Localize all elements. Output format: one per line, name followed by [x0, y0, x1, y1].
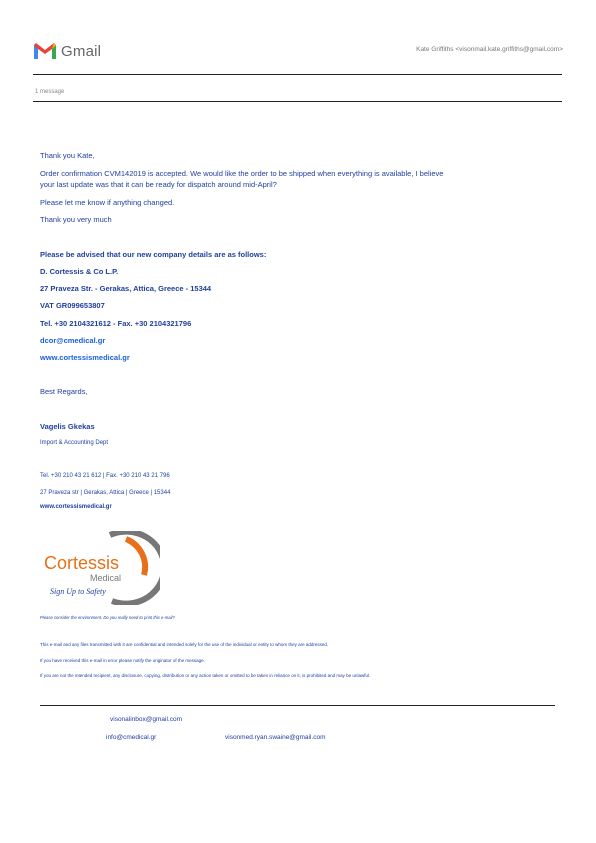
- signature-address: 27 Praveza str | Gerakas, Attica | Greece | 15344: [40, 490, 171, 496]
- signature-website-link[interactable]: www.cortessismedical.gr: [40, 504, 112, 510]
- company-vat: VAT GR099653807: [40, 301, 105, 310]
- company-email-link[interactable]: dcor@cmedical.gr: [40, 336, 106, 345]
- order-paragraph-line1: Order confirmation CVM142019 is accepted. We would like the order to be shipped when everything is available, I believe: [40, 169, 444, 178]
- order-paragraph-line2: your last update was that it can be ready for dispatch around mid-April?: [40, 180, 277, 189]
- cortessis-logo: [40, 531, 160, 605]
- greeting: Thank you Kate,: [40, 151, 95, 160]
- gmail-logo: [33, 40, 105, 62]
- company-notice: Please be advised that our new company details are as follows:: [40, 250, 267, 259]
- header-divider: [33, 74, 562, 75]
- change-request: Please let me know if anything changed.: [40, 198, 175, 207]
- signature-name: Vagelis Gkekas: [40, 422, 95, 431]
- footer-email-3[interactable]: visonmed.ryan.swaine@gmail.com: [225, 734, 326, 741]
- logo-brand: Cortessis: [44, 553, 120, 573]
- message-count: 1 message: [35, 89, 65, 95]
- disclaimer-2: If you have received this e-mail in error please notify the originator of the message.: [40, 658, 205, 663]
- company-website-link[interactable]: www.cortessismedical.gr: [40, 353, 130, 362]
- gmail-m-icon: [33, 42, 57, 60]
- footer-email-2[interactable]: info@cmedical.gr: [106, 734, 157, 741]
- footer-divider: [40, 705, 555, 706]
- disclaimer-1: This e-mail and any files transmitted with it are confidential and intended solely for the use of the individual or entity to whom they are addressed.: [40, 642, 329, 647]
- logo-tagline: Sign Up to Safety: [50, 587, 106, 596]
- account-label: Kate Griffiths <visonmail.kate.griffiths@gmail.com>: [416, 46, 563, 53]
- signature-phone: Tel. +30 210 43 21 612 | Fax. +30 210 43 21 796: [40, 473, 170, 479]
- thanks-line: Thank you very much: [40, 215, 112, 224]
- signature-dept: Import & Accounting Dept: [40, 440, 109, 446]
- logo-sub: Medical: [90, 573, 122, 583]
- footer-email-1[interactable]: visonalinbox@gmail.com: [110, 716, 182, 723]
- company-address: 27 Praveza Str. - Gerakas, Attica, Greece - 15344: [40, 284, 212, 293]
- thread-divider: [33, 101, 562, 102]
- company-name: D. Cortessis & Co L.P.: [40, 267, 119, 276]
- eco-note: Please consider the environment. Do you really need to print this e-mail?: [40, 615, 175, 620]
- gmail-wordmark: Gmail: [61, 42, 102, 60]
- disclaimer-3: If you are not the intended recipient, any disclosure, copying, distribution or any action taken or omitted to be taken in reliance on it, is prohibited and may be unlawful.: [40, 673, 371, 678]
- company-phone: Tel. +30 2104321612 - Fax. +30 2104321796: [40, 319, 192, 328]
- closing: Best Regards,: [40, 387, 88, 396]
